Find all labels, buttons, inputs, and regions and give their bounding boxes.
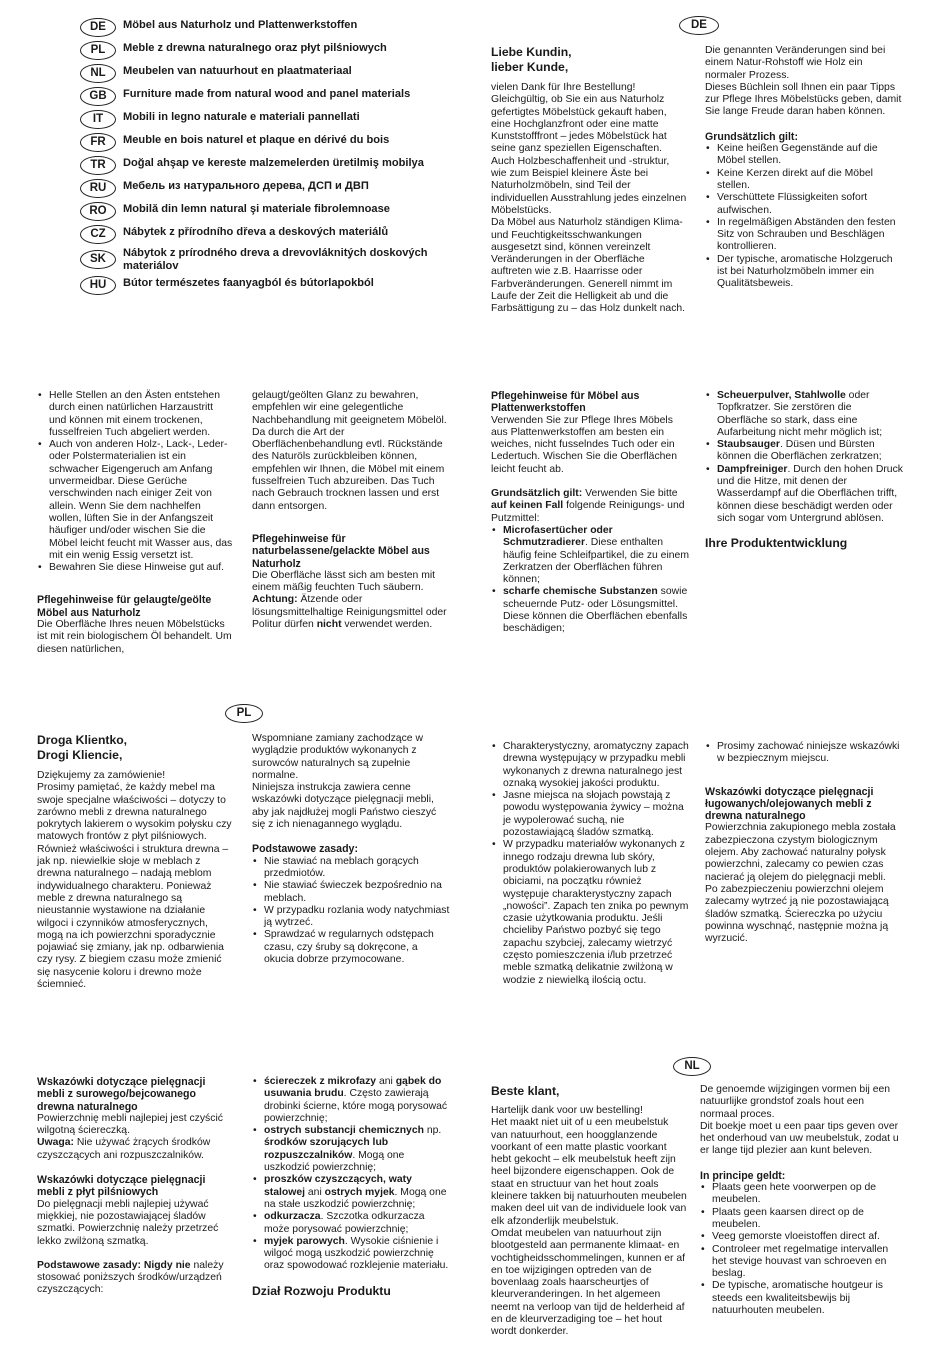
pl-principle-item: • W przypadku rozlania wody natychmiast ją wytrzeć. [252, 905, 450, 930]
pl-cleaning-item-bold: proszków czyszczących, waty stalowej [264, 1174, 412, 1198]
pl-cleaning-item-bold: myjek parowych [264, 1235, 345, 1247]
pl-cleaning-item-bold2: ostrych myjek [324, 1186, 395, 1198]
language-badge: NL [80, 64, 116, 83]
de-principles-list [705, 143, 905, 291]
nl-column-1 [491, 1084, 687, 1339]
de-row2-column-4 [705, 390, 905, 550]
de-panel-item-text: . Diese enthalten häufig feine Schleifpartikel, die zu einem Zerkratzen der Oberflächen führen können; [503, 537, 689, 586]
nl-intro-paragraph: Het maakt niet uit of u een meubelstuk van natuurhout, een hoogglanzende voorkant of een matte plastic voorkant hebt gekocht – elk meubelstuk heeft zijn heel bijzondere eigenschappen. Ook de staat en structuur van het hout zoals kleinere takken bij natuurhouten meubelen maken deel uit van de individuele look van elk afzonderlijk meubelstuk. [491, 1117, 687, 1227]
pl-cleaning-item-bold2: środków szorujących lub rozpuszczalników [264, 1137, 389, 1161]
pl-cleaning-item-bold: odkurzacza [264, 1211, 321, 1223]
de-row2-column-1 [37, 390, 233, 656]
de-intro-paragraph: Gleichgültig, ob Sie ein aus Naturholz gefertigtes Möbelstück gekauft haben, eine Hochglanzfront oder eine matte Kunststofffront – jedes Möbelstück hat seine ganz speziellen Eigenschaften. Auch Holzbeschaffenheit und -struktur, wie zum Beispiel kleinere Äste bei Naturholzmöbeln, sind Teil der individuellen Ausstrahlung jedes einzelnen Möbelstücks. [491, 94, 687, 216]
pl-intro-paragraph: Prosimy pamiętać, że każdy mebel ma swoje specjalne właściwości – dotyczy to zarówno mebli z drewna naturalnego pokrytych lakierem o wysokim połysku czy matowych frontów z płyt pilśniowych. Również właściwości i struktura drewna – jak np. niewielkie słoje w meblach z drewna naturalnego – nadają meblom indywidualnego charakteru. Ponieważ meble z drewna naturalnego są nieustannie wystawione na działanie wilgoci i czynników atmosferycznych, mogą na ich powierzchni sporadycznie pojawiać się zmiany, jak np. odbarwienia czy rysy. Z biegiem czasu może zmienić się nasycenie koloru i drewno może ściemnieć. [37, 782, 232, 991]
pl-cleaning-item-text: . Szczotka odkurzacza może porysować powierzchnię; [264, 1211, 425, 1235]
pl-tip-item: • Jasne miejsca na słojach powstają z powodu występowania żywicy – można je wypolerować suchą, nie pozostawiającą śladów szmatką. [491, 790, 689, 839]
de-panel-item-2-text: . Düsen und Bürsten können die Oberflächen zerkratzen; [717, 439, 882, 463]
pl-raw-attention-label: Uwaga: [37, 1137, 74, 1149]
pl-column-2 [252, 733, 450, 966]
language-badge: PL [80, 41, 116, 60]
pl-principle-item: • Nie stawiać na meblach gorących przedmiotów. [252, 856, 450, 881]
de-attention-body: Ätzende oder lösungsmittelhaltige Reinigungsmittel oder Politur dürfen [252, 594, 447, 631]
pl-greeting-2: Drogi Kliencie, [37, 748, 123, 762]
de-column-1 [491, 45, 687, 316]
language-title: Möbel aus Naturholz und Plattenwerkstoffen [123, 19, 358, 31]
pl-cleaning-item-bold2: gąbek do usuwania brudu [264, 1076, 442, 1100]
language-title: Mobili in legno naturale e materiali pannellati [123, 111, 360, 123]
language-badge: CZ [80, 225, 116, 244]
language-badge-pl: PL [225, 704, 263, 723]
language-title: Bútor természetes faanyagból és bútorlapokból [123, 277, 374, 289]
de-panel-principle-label: Grundsätzlich gilt: [491, 488, 583, 500]
pl-column-1 [37, 733, 233, 991]
nl-principle-item: • Controleer met regelmatige intervallen het stevige houvast van schroeven en beslag. [700, 1244, 900, 1281]
pl-raw-attention [37, 1137, 233, 1162]
de-oiled-title: Pflegehinweise für gelaugte/geölte Möbel aus Naturholz [37, 594, 212, 619]
language-badge: HU [80, 276, 116, 295]
de-intro-thanks: vielen Dank für Ihre Bestellung! [491, 82, 636, 93]
nl-booklet-text: Dit boekje moet u een paar tips geven over het onderhoud van uw meubelstuk, zodat u er lange tijd plezier aan kunt beleven. [700, 1120, 899, 1157]
de-attention-not: nicht [316, 619, 342, 631]
de-panel-bullets [491, 525, 689, 636]
language-badge: IT [80, 110, 116, 129]
pl-cleaning-item-text2: . Mogą one na stałe uszkodzić powierzchnię; [264, 1186, 447, 1210]
de-principle-item: • In regelmäßigen Abständen den festen Sitz von Schrauben und Beschlägen kontrollieren. [705, 217, 905, 254]
de-panel-principle [491, 488, 689, 525]
de-oiled-continued: gelaugt/geölten Glanz zu bewahren, empfehlen wir eine gelegentliche Nachbehandlung mit geeignetem Möbelöl. Da durch die Art der Oberflächenbehandlung evtl. Rückstände des Naturöls zurückbleiben können, empfehlen wir Ihnen, die Möbel mit einem fusselfreien Tuch abzureiben. Das Tuch nach Gebrauch trocknen lassen und erst dann entsorgen. [252, 390, 447, 512]
nl-changes-text: De genoemde wijzigingen vormen bij een natuurlijke grondstof zoals hout een normaal proces. [700, 1084, 891, 1120]
de-panel-item-2 [705, 464, 905, 525]
de-panel-bullets-2 [705, 390, 905, 525]
de-panel-item [491, 586, 689, 635]
de-panel-item-2-bold: Scheuerpulver, Stahlwolle [717, 390, 846, 401]
pl-cleaning-item-text2: . Mogą one uszkodzić powierzchnię; [264, 1149, 405, 1174]
language-title: Nábytek z přírodního dřeva a deskových materiálů [123, 226, 389, 238]
de-tips-list [37, 390, 233, 574]
de-greeting-2: lieber Kunde, [491, 60, 569, 74]
language-badge: RU [80, 179, 116, 198]
de-principle-item: • Verschüttete Flüssigkeiten sofort aufwischen. [705, 192, 905, 217]
language-badge-de: DE [679, 16, 719, 35]
language-badge: DE [80, 18, 116, 37]
language-badge-nl: NL [673, 1057, 711, 1076]
de-panel-item-2-text: . Durch den hohen Druck und die Hitze, mit denen der Wasserdampf auf die Oberflächen trifft, können diese beschädigt werden oder sich sogar vom Untergrund ablösen. [717, 463, 903, 524]
language-title: Meubelen van natuurhout en plaatmateriaal [123, 65, 352, 77]
de-panel-text: Verwenden Sie zur Pflege Ihres Möbels aus Plattenwerkstoffen am besten ein weiches, nicht fusselndes Tuch oder ein Ledertuch. Wischen Sie die Oberflächen leicht feucht ab. [491, 414, 677, 475]
nl-principle-item: • De typische, aromatische houtgeur is steeds een kwaliteitsbewijs bij natuurhouten meubelen. [700, 1280, 900, 1317]
de-panel-item-2-bold: Staubsauger [717, 439, 780, 451]
pl-cleaning-item-text: np. [423, 1125, 442, 1137]
de-row2-column-3 [491, 390, 689, 636]
de-panel-item-text: sowie scheuernde Putz- oder Lösungsmittel. Diese können die Oberflächen ebenfalls beschädigen; [503, 586, 688, 635]
de-greeting-1: Liebe Kundin, [491, 45, 572, 59]
pl-cleaning-item-text: . Wysokie ciśnienie i wilgoć mogą uszkodzić powierzchnię oraz spowodować rozklejenie materiału. [264, 1235, 449, 1272]
language-title: Furniture made from natural wood and panel materials [123, 88, 411, 100]
pl-row4-column-1 [37, 1076, 233, 1297]
language-title: Meuble en bois naturel et plaque en dérivé du bois [123, 134, 390, 146]
pl-cleaning-item [252, 1125, 450, 1174]
language-badge: RO [80, 202, 116, 221]
de-changes-text: Die genannten Veränderungen sind bei einem Natur-Rohstoff wie Holz ein normaler Prozess. [705, 45, 886, 81]
de-product-development: Ihre Produktentwicklung [705, 536, 848, 551]
de-panel-item-2-bold: Dampfreiniger [717, 463, 788, 475]
de-attention-text [252, 594, 452, 631]
de-oiled-text: Die Oberfläche Ihres neuen Möbelstücks ist mit rein biologischem Öl behandelt. Um diesen natürlichen, [37, 619, 232, 655]
pl-cleaning-list [252, 1076, 450, 1273]
pl-column-3 [491, 741, 689, 987]
pl-oiled-text: Powierzchnia zakupionego mebla została zabezpieczona czystym biologicznym olejem. Aby zachować naturalny połysk powierzchni, zalecamy co pewien czas nacierać ją olejem do pielęgnacji mebli. Po zabezpieczeniu powierzchni olejem zalecamy wytrzeć ją nie pozostawiającą śladów szmatką. Ściereczka po użyciu powinna wyschnąć, następnie można ją wyrzucić. [705, 822, 896, 945]
de-tip-item: • Auch von anderen Holz-, Lack-, Leder- oder Polstermaterialien ist ein schwacher Eigengeruch am Anfang unvermeidbar. Diese Gerüche verschwinden nach einiger Zeit von allein. Wenn Sie dem nachhelfen wollen, lüften Sie in der Anfangszeit häufiger und/oder wischen Sie die Möbel leicht feucht mit Wasser aus, das mit ein wenig Essig versetzt ist. [37, 439, 233, 562]
de-attention-label: Achtung: [252, 594, 298, 606]
language-title: Mobilă din lemn natural şi materiale fibrolemnoase [123, 203, 390, 215]
de-principles-title: Grundsätzlich gilt: [705, 130, 798, 143]
de-booklet-text: Dieses Büchlein soll Ihnen ein paar Tipps zur Pflege Ihres Möbelstücks geben, damit Sie lange Freude daran haben können. [705, 81, 902, 118]
language-title: Nábytok z prírodného dreva a drevovláknitých doskových materiálov [123, 247, 428, 272]
pl-changes-text: Wspomniane zamiany zachodzące w wyglądzie produktów wykonanych z surowców naturalnych są zupełnie normalne. [252, 733, 423, 781]
pl-principles-list [252, 856, 450, 967]
pl-cleaning-item-text2: . Często zawierają drobinki ścierne, które mogą porysować powierzchnię; [264, 1088, 448, 1124]
pl-oiled-title: Wskazówki dotyczące pielęgnacji ługowanych/olejowanych mebli z drewna naturalnego [705, 785, 874, 823]
language-title: Doğal ahşap ve kereste malzemelerden üretilmiş mobilya [123, 157, 424, 169]
pl-principles-title: Podstawowe zasady: [252, 843, 358, 856]
pl-raw-attention-body: Nie używać żrących środków czyszczących ani rozpuszczalników. [37, 1137, 211, 1161]
pl-greeting-1: Droga Klientko, [37, 733, 128, 747]
nl-intro-thanks: Hartelijk dank voor uw bestelling! [491, 1105, 643, 1116]
nl-greeting: Beste klant, [491, 1084, 560, 1098]
pl-tip-item: • Charakterystyczny, aromatyczny zapach drewna występujący w przypadku mebli wykonanych z drewna naturalnego jest oznaką wysokiej jakości produktu. [491, 741, 689, 790]
de-panel-item-2 [705, 390, 905, 439]
pl-tip-item: • W przypadku materiałów wykonanych z innego rodzaju drewna lub skóry, produktów polakierowanych lub z obiciami, na początku również występuje charakterystyczny zapach „nowości”. Zapach ten znika po pewnym czasie użytkowania produktu. Jeśli chcieliby Państwo pozbyć się tego zapachu szybciej, zalecamy wietrzyć często pomieszczenia i/lub przetrzeć meble szmatką delikatnie zwilżoną w wodzie z niewielką ilością octu. [491, 839, 689, 987]
de-panel-item-2 [705, 439, 905, 464]
de-panel-item-bold: Microfasertücher oder Schmutzradierer [503, 524, 613, 549]
nl-principles-title: In principe geldt: [700, 1169, 786, 1182]
pl-tips-list [491, 741, 689, 987]
pl-cleaning-item-bold: ostrych substancji chemicznych [264, 1125, 424, 1137]
pl-cleaning-item-text: ani [376, 1076, 396, 1087]
de-column-2 [705, 45, 905, 291]
de-tip-item: • Bewahren Sie diese Hinweise gut auf. [37, 562, 233, 574]
de-principle-item: • Keine heißen Gegenstände auf die Möbel stellen. [705, 143, 905, 168]
de-principle-item: • Der typische, aromatische Holzgeruch ist bei Naturholzmöbeln immer ein Qualitätsbeweis. [705, 254, 905, 291]
language-badge: FR [80, 133, 116, 152]
nl-principle-item: • Veeg gemorste vloeistoffen direct af. [700, 1231, 900, 1243]
pl-raw-title: Wskazówki dotyczące pielęgnacji mebli z surowego/bejcowanego drewna naturalnego [37, 1076, 206, 1113]
pl-booklet-text: Niniejsza instrukcja zawiera cenne wskazówki dotyczące pielęgnacji mebli, aby jak najdłużej mogli Państwo cieszyć się z ich nienagannego wyglądu. [252, 782, 437, 831]
pl-basic-body: należy stosować poniższych środków/urządzeń czyszczących: [37, 1259, 224, 1296]
de-panel-item-2-text: oder Topfkratzer. Sie zerstören die Oberfläche so stark, dass eine Aufarbeitung nicht mehr möglich ist; [717, 390, 883, 438]
de-panel-principle-end: folgende Reinigungs- und Putzmittel: [491, 500, 685, 524]
pl-keep-item: • Prosimy zachować niniejsze wskazówki w bezpiecznym miejscu. [705, 741, 901, 766]
de-panel-principle-bold: auf keinen Fall [491, 500, 564, 512]
nl-column-2 [700, 1084, 900, 1317]
de-attention-end: verwendet werden. [341, 619, 433, 631]
pl-cleaning-item [252, 1076, 450, 1125]
nl-intro-paragraph-2: Omdat meubelen van natuurhout zijn blootgesteld aan permanente klimaat- en vochtigheidsschommelingen, kunnen er af en toe wijzigingen optreden van de bovenlaag zoals haarscheurtjes of kleurveranderingen. In het algemeen neemt na verloop van tijd de helderheid af en de kleurverzadiging toe – het hout wordt donkerder. [491, 1227, 686, 1338]
language-badge: SK [80, 250, 116, 269]
pl-basic-rules [37, 1260, 233, 1297]
language-title: Meble z drewna naturalnego oraz płyt pilśniowych [123, 42, 387, 54]
pl-panel-text: Do pielęgnacji mebli najlepiej używać miękkiej, nie pozostawiającej śladów szmatki. Powierzchnię należy przetrzeć lekko zwilżoną szmatką. [37, 1198, 219, 1247]
language-badge: TR [80, 156, 116, 175]
de-panel-title: Pflegehinweise für Möbel aus Plattenwerkstoffen [491, 390, 640, 415]
pl-cleaning-item-text: ani [305, 1186, 325, 1198]
language-title: Мебель из натурального дерева, ДСП и ДВП [123, 180, 369, 192]
nl-principle-item: • Plaats geen hete voorwerpen op de meubelen. [700, 1182, 900, 1207]
pl-basic-label: Podstawowe zasady: Nigdy nie [37, 1259, 191, 1271]
pl-principle-item: • Nie stawiać świeczek bezpośrednio na meblach. [252, 880, 450, 905]
pl-panel-title: Wskazówki dotyczące pielęgnacji mebli z płyt pilśniowych [37, 1174, 206, 1199]
pl-raw-text: Powierzchnię mebli najlepiej jest czyścić wilgotną ściereczką. [37, 1112, 223, 1137]
pl-row4-column-2 [252, 1076, 450, 1297]
de-lacquered-text: Die Oberfläche lässt sich am besten mit einem mäßig feuchten Tuch säubern. [252, 569, 436, 594]
de-panel-item [491, 525, 689, 586]
de-row2-column-2 [252, 390, 452, 631]
nl-principles-list [700, 1182, 900, 1317]
pl-cleaning-item [252, 1174, 450, 1211]
pl-column-4 [705, 741, 901, 945]
pl-principle-item: • Sprawdzać w regularnych odstępach czasu, czy śruby są dokręcone, a okucia dobrze przymocowane. [252, 929, 450, 966]
de-panel-item-bold: scharfe chemische Substanzen [503, 586, 658, 598]
nl-principle-item: • Plaats geen kaarsen direct op de meubelen. [700, 1207, 900, 1232]
de-principle-item: • Keine Kerzen direkt auf die Möbel stellen. [705, 168, 905, 193]
pl-cleaning-item [252, 1211, 450, 1236]
de-tip-item: • Helle Stellen an den Ästen entstehen durch einen natürlichen Harzaustritt und können mit einem trockenen, fusselfreien Tuch abgeliert werden. [37, 390, 233, 439]
pl-cleaning-item [252, 1236, 450, 1273]
language-badge: GB [80, 87, 116, 106]
pl-cleaning-item-bold: ściereczek z mikrofazy [264, 1076, 377, 1087]
de-intro-paragraph-2: Da Möbel aus Naturholz ständigen Klima- und Feuchtigkeitsschwankungen ausgesetzt sind, können vereinzelt Veränderungen in der Oberfläche auftreten wie z.B. Haarrisse oder Farbveränderungen. Generell nimmt im Laufe der Zeit die Helligkeit ab und die Farbsättigung zu – das Holz dunkelt nach. [491, 217, 686, 315]
pl-intro-thanks: Dziękujemy za zamówienie! [37, 770, 166, 781]
pl-product-development: Dział Rozwoju Produktu [252, 1283, 391, 1298]
de-panel-principle-body: Verwenden Sie bitte [582, 488, 678, 500]
pl-keep-list [705, 741, 901, 766]
de-lacquered-title: Pflegehinweise für naturbelassene/gelackte Möbel aus Naturholz [252, 532, 430, 570]
